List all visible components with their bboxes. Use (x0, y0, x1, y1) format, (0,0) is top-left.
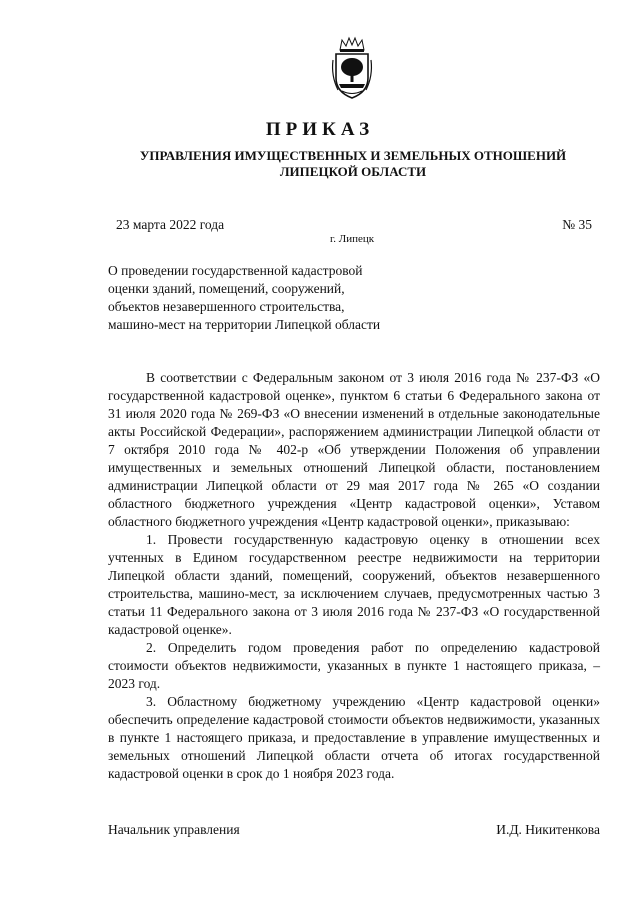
signatory-position: Начальник управления (108, 822, 240, 837)
document-city: г. Липецк (330, 233, 375, 245)
document-number: № 35 (562, 217, 592, 232)
preamble-paragraph: В соответствии с Федеральным законом от 3 июля 2016 года № 237-ФЗ «О государственной кадастровой оценке», пунктом 6 статьи 6 Федерального закона от 31 июля 2020 года № 269-ФЗ «О внесении изменений в отдельные законодательные акты Российской Федерации», распоряжением администрации Липецкой области от 7 октября 2010 года № 402-р «Об утверждении Положения об управлении имущественных и земельных отношений Липецкой области, постановлением администрации Липецкой области от 29 мая 2017 года № 265 «О создании областного бюджетного учреждения «Центр кадастровой оценки», Уставом областного бюджетного учреждения «Центр кадастровой оценки», приказываю: (108, 370, 600, 529)
order-item-2: 2. Определить годом проведения работ по определению кадастровой стоимости объектов недвижимости, указанных в пункте 1 настоящего приказа, – 2023 год. (108, 640, 600, 691)
issuing-authority-line-1: УПРАВЛЕНИЯ ИМУЩЕСТВЕННЫХ И ЗЕМЕЛЬНЫХ ОТНОШЕНИЙ (139, 148, 567, 163)
order-items (108, 531, 600, 783)
subject-line-2: оценки зданий, помещений, сооружений, (108, 281, 345, 296)
coat-of-arms-icon (330, 36, 374, 100)
order-item-3: 3. Областному бюджетному учреждению «Центр кадастровой оценки» обеспечить определение кадастровой стоимости объектов недвижимости, указанных в пункте 1 настоящего приказа, и предоставление в управление имущественных и земельных отношений Липецкой области отчета об итогах государственной кадастровой оценки в срок до 1 ноября 2023 года. (108, 694, 600, 781)
issuing-authority (0, 148, 640, 180)
subject-line-4: машино-мест на территории Липецкой области (108, 317, 381, 332)
subject-line-1: О проведении государственной кадастровой (108, 263, 363, 278)
issuing-authority-line-2: ЛИПЕЦКОЙ ОБЛАСТИ (279, 164, 427, 179)
document-subject (108, 262, 380, 334)
document-title: ПРИКАЗ (265, 119, 375, 140)
signatory-name: И.Д. Никитенкова (496, 822, 600, 837)
subject-line-3: объектов незавершенного строительства, (108, 299, 345, 314)
order-item-1: 1. Провести государственную кадастровую оценку в отношении всех учтенных в Едином государственном реестре недвижимости на территории Липецкой области зданий, помещений, сооружений, объектов незавершенного строительства, машино-мест, за исключением случаев, предусмотренных частью 3 статьи 11 Федерального закона от 3 июля 2016 года № 237-ФЗ «О государственной кадастровой оценке». (108, 532, 600, 637)
document-date: 23 марта 2022 года (116, 217, 225, 232)
